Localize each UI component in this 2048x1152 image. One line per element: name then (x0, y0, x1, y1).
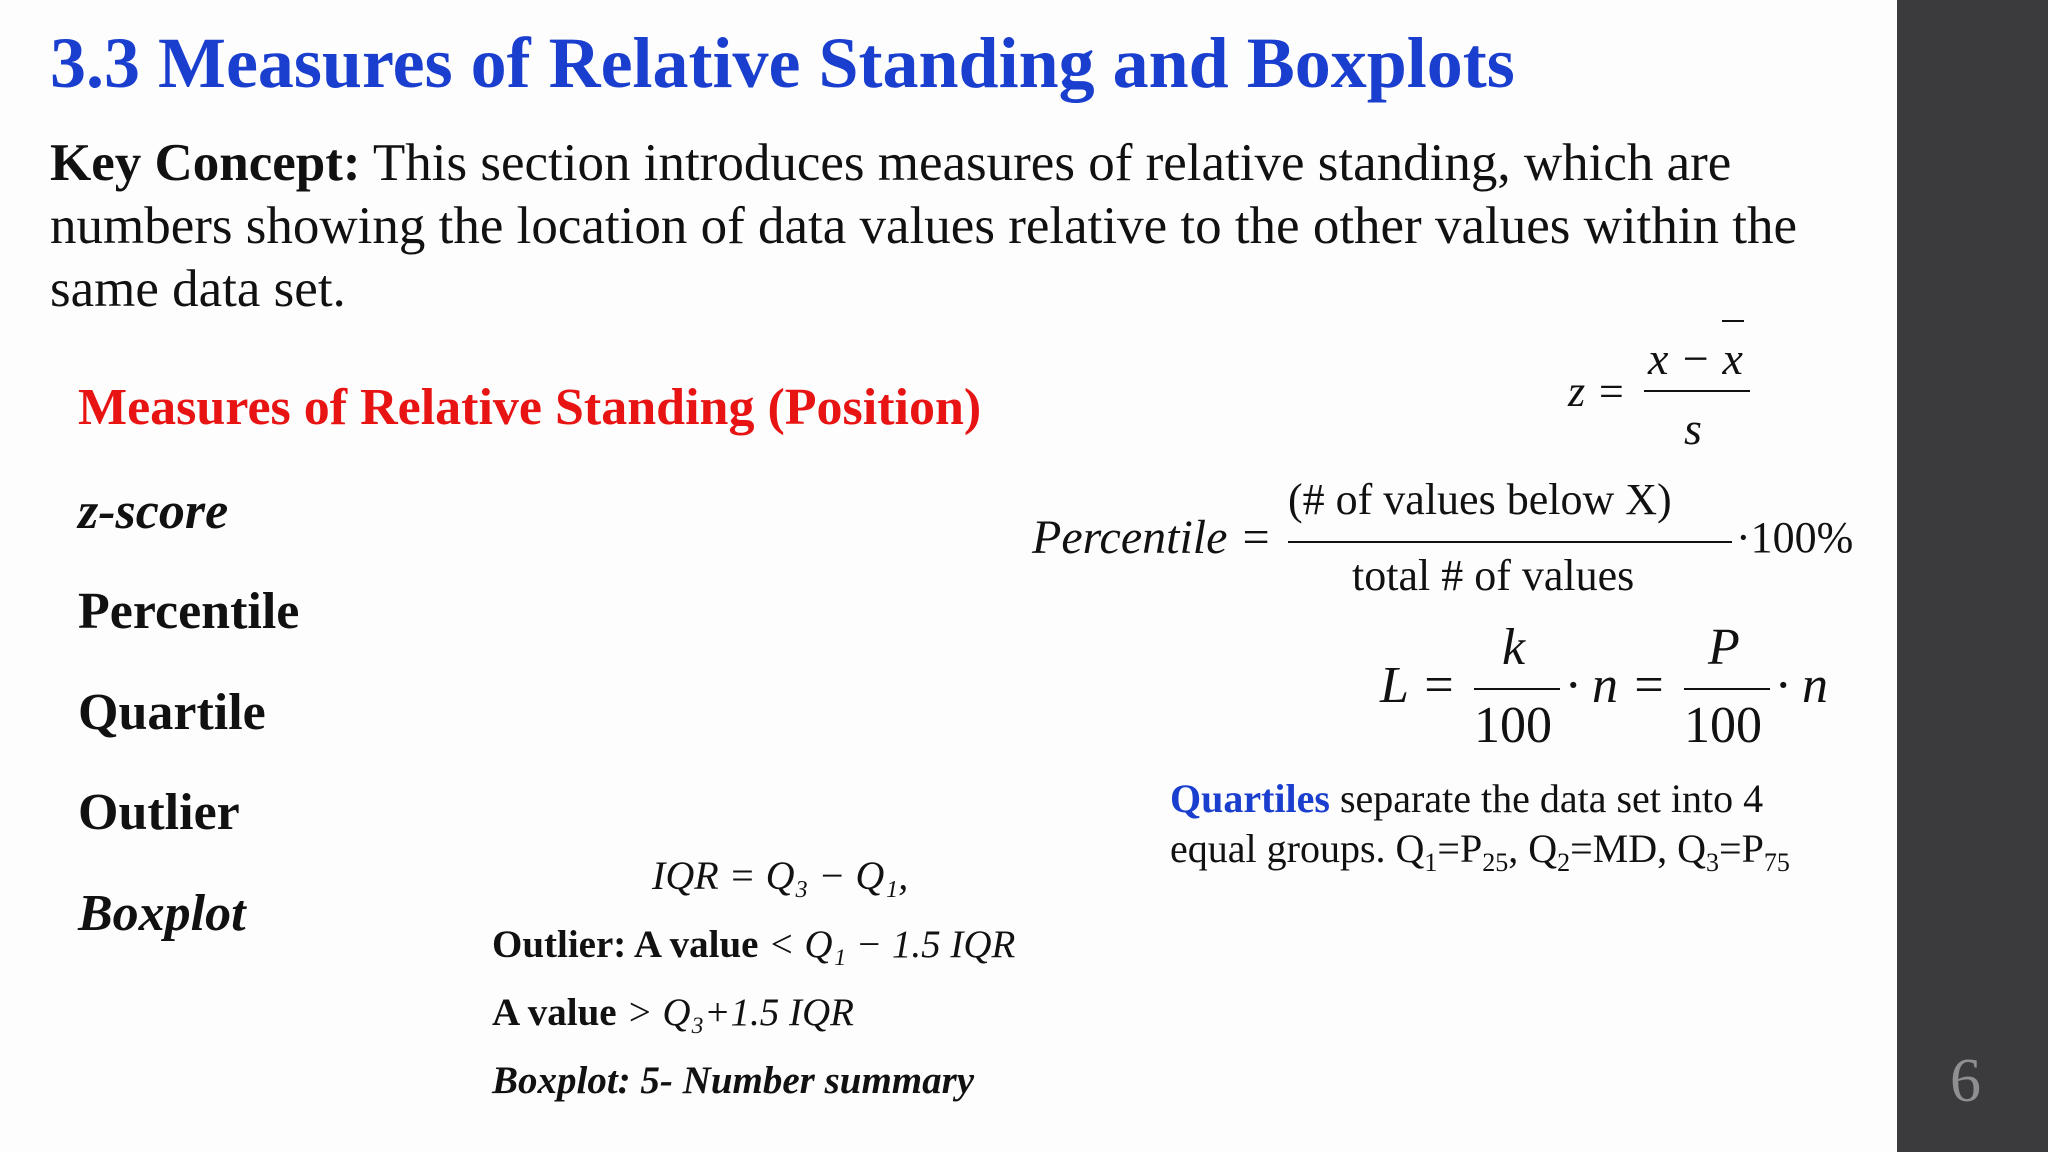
term-boxplot: Boxplot (78, 885, 246, 942)
outlier-rule-high-expr: > Q₃+1.5 IQR (616, 991, 854, 1034)
quartiles-p75: =P (1719, 826, 1764, 871)
key-concept-paragraph (50, 132, 1880, 321)
quartiles-q3: =MD, Q (1570, 826, 1707, 871)
slide-sidebar (1897, 0, 2048, 1152)
percentile-lhs: Percentile = (1032, 511, 1272, 564)
key-concept-text: This section introduces measures of relative standing, which are numbers showing the location of data values relative to the other values within the same data set. (50, 134, 1798, 318)
quartiles-line1: separate the data set into 4 (1329, 776, 1764, 821)
outlier-rule-high (492, 990, 854, 1035)
term-quartile: Quartile (78, 684, 266, 741)
sub-1: 1 (1424, 848, 1438, 877)
outlier-rule-high-label: A value (492, 991, 617, 1034)
zscore-lhs: z = (1568, 367, 1626, 416)
term-zscore: z-score (78, 483, 229, 540)
quartiles-q1: equal groups. Q (1170, 826, 1425, 871)
locator-100-a: 100 (1474, 697, 1552, 754)
zscore-fraction-line (1644, 390, 1750, 392)
section-heading: Measures of Relative Standing (Position) (78, 379, 982, 436)
locator-n-equals: · n = (1566, 657, 1667, 714)
locator-lhs: L = (1380, 657, 1457, 714)
page-number: 6 (1950, 1047, 1981, 1115)
term-percentile: Percentile (78, 583, 300, 640)
sub-2: 2 (1557, 848, 1571, 877)
zscore-denominator: s (1684, 403, 1702, 454)
zscore-numerator: x − x (1648, 333, 1743, 384)
locator-k: k (1502, 619, 1526, 676)
quartiles-keyword: Quartiles (1170, 776, 1330, 821)
sub-25: 25 (1482, 848, 1509, 877)
boxplot-summary: Boxplot: 5- Number summary (492, 1059, 975, 1102)
quartiles-q2: , Q (1508, 826, 1558, 871)
percentile-multiplier: ·100% (1736, 513, 1854, 562)
sub-3: 3 (1706, 848, 1720, 877)
iqr-formula: IQR = Q₃ − Q₁, (652, 853, 909, 898)
locator-fraction-line-2 (1684, 688, 1770, 690)
quartiles-note (1170, 774, 1890, 888)
locator-P: P (1708, 619, 1740, 676)
outlier-rule-low-expr: < Q₁ − 1.5 IQR (758, 923, 1016, 966)
zscore-mean-bar (1722, 320, 1744, 322)
outlier-rule-low-label: Outlier: A value (492, 923, 759, 966)
percentile-denominator: total # of values (1352, 551, 1635, 600)
percentile-fraction-line (1288, 541, 1732, 543)
locator-times-n: · n (1776, 657, 1828, 714)
quartiles-p: =P (1437, 826, 1483, 871)
sub-75: 75 (1763, 848, 1790, 877)
slide-title: 3.3 Measures of Relative Standing and Boxplots (50, 23, 1515, 103)
percentile-numerator: (# of values below X) (1288, 475, 1672, 524)
locator-fraction-line-1 (1474, 688, 1560, 690)
term-outlier: Outlier (78, 784, 240, 841)
locator-100-b: 100 (1684, 697, 1762, 754)
outlier-rule-low (492, 922, 1015, 967)
key-concept-label: Key Concept: (50, 134, 361, 192)
